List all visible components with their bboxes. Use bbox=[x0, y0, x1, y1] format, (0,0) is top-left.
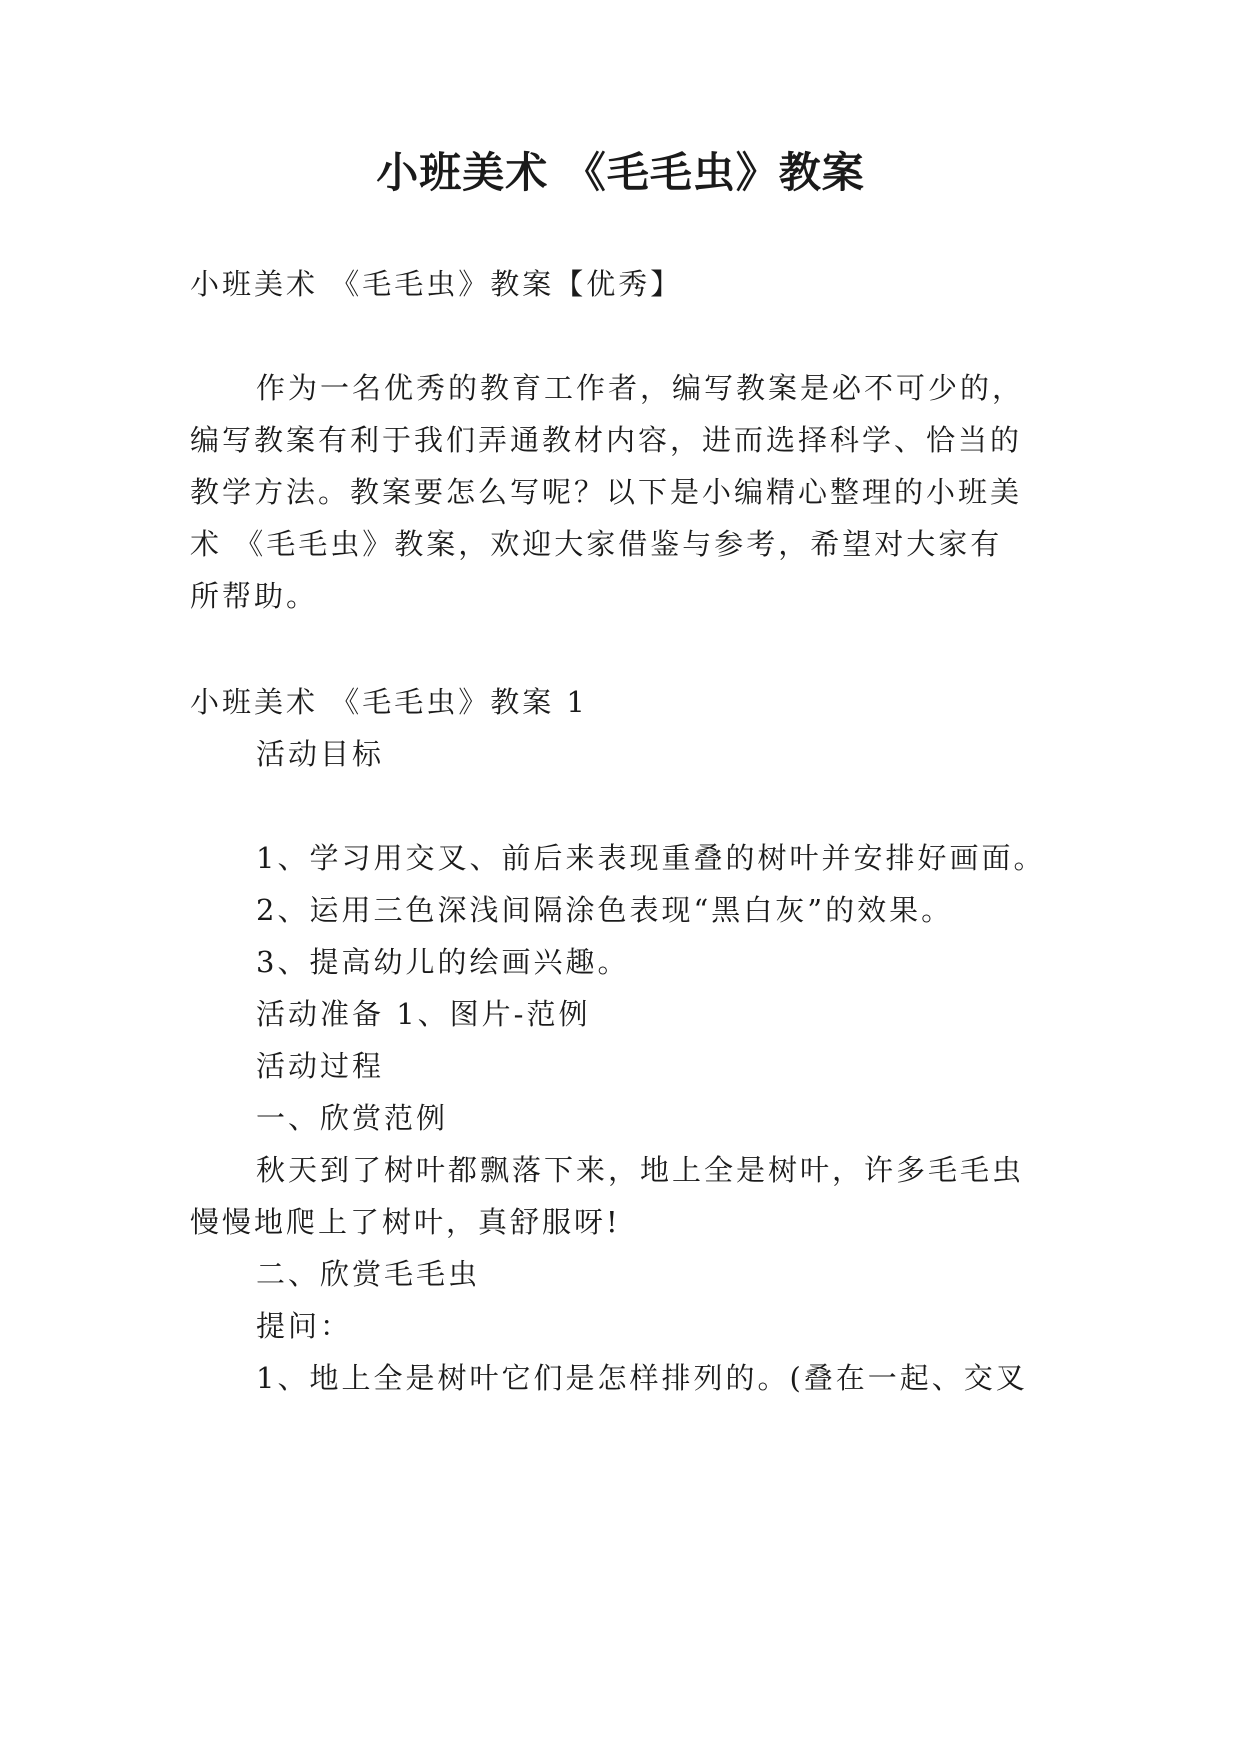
preparation-line: 活动准备 1、图片-范例 bbox=[256, 997, 591, 1031]
question-item: 1、地上全是树叶它们是怎样排列的。(叠在一起、交叉 bbox=[256, 1361, 1028, 1395]
document-title: 小班美术 《毛毛虫》教案 bbox=[376, 148, 865, 197]
section-heading: 小班美术 《毛毛虫》教案 1 bbox=[190, 685, 588, 719]
intro-line: 作为一名优秀的教育工作者，编写教案是必不可少的， bbox=[256, 371, 1025, 405]
document-subtitle: 小班美术 《毛毛虫》教案【优秀】 bbox=[190, 267, 683, 301]
intro-line: 教学方法。教案要怎么写呢？以下是小编精心整理的小班美 bbox=[190, 475, 1023, 509]
intro-line: 所帮助。 bbox=[190, 579, 319, 613]
step1-text-line: 秋天到了树叶都飘落下来，地上全是树叶，许多毛毛虫 bbox=[256, 1153, 1025, 1187]
goal-item: 3、提高幼儿的绘画兴趣。 bbox=[256, 945, 630, 979]
intro-line: 术 《毛毛虫》教案，欢迎大家借鉴与参考，希望对大家有 bbox=[190, 527, 1003, 561]
goals-heading: 活动目标 bbox=[256, 737, 385, 771]
step2-heading: 二、欣赏毛毛虫 bbox=[256, 1257, 481, 1291]
step1-heading: 一、欣赏范例 bbox=[256, 1101, 449, 1135]
process-heading: 活动过程 bbox=[256, 1049, 385, 1083]
step1-text-line: 慢慢地爬上了树叶，真舒服呀! bbox=[190, 1205, 621, 1239]
goal-item: 2、运用三色深浅间隔涂色表现“黑白灰”的效果。 bbox=[256, 893, 954, 927]
question-label: 提问： bbox=[256, 1309, 353, 1343]
intro-line: 编写教案有利于我们弄通教材内容，进而选择科学、恰当的 bbox=[190, 423, 1023, 457]
goal-item: 1、学习用交叉、前后来表现重叠的树叶并安排好画面。 bbox=[256, 841, 1046, 875]
